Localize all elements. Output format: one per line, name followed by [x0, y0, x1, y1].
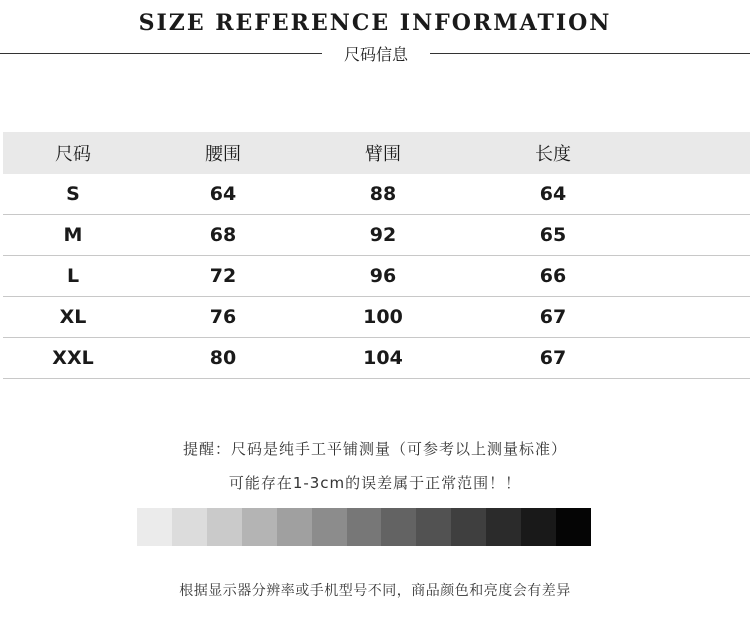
- table-row: [3, 215, 750, 256]
- divider-line-right: [430, 53, 750, 54]
- divider-line-left: [0, 53, 322, 54]
- gray-swatch: [451, 508, 486, 546]
- cell-size: L: [66, 265, 80, 287]
- gray-swatch: [381, 508, 416, 546]
- header-size: 尺码: [55, 144, 91, 165]
- page-subtitle: 尺码信息: [343, 45, 408, 64]
- cell-length: 66: [539, 265, 567, 287]
- gray-swatch: [347, 508, 382, 546]
- page-title: SIZE REFERENCE INFORMATION: [138, 10, 612, 36]
- gray-swatch: [242, 508, 277, 546]
- gray-swatch: [172, 508, 207, 546]
- table-row: [3, 256, 750, 297]
- cell-arm: 88: [369, 183, 397, 205]
- gray-swatch: [207, 508, 242, 546]
- cell-length: 64: [539, 183, 567, 205]
- size-table: [3, 132, 750, 379]
- grayscale-color-bar: [137, 508, 591, 546]
- measurement-note: 提醒：尺码是纯手工平铺测量（可参考以上测量标准）: [182, 440, 567, 458]
- cell-arm: 96: [369, 265, 397, 287]
- gray-swatch: [137, 508, 172, 546]
- cell-length: 65: [539, 224, 567, 246]
- cell-size: S: [66, 183, 80, 205]
- cell-arm: 104: [363, 347, 403, 369]
- gray-swatch: [486, 508, 521, 546]
- cell-arm: 92: [369, 224, 397, 246]
- gray-swatch: [312, 508, 347, 546]
- gray-swatch: [521, 508, 556, 546]
- gray-swatch: [277, 508, 312, 546]
- cell-size: XXL: [52, 347, 94, 369]
- header-arm: 臂围: [365, 144, 401, 165]
- table-row: [3, 174, 750, 215]
- cell-length: 67: [539, 347, 567, 369]
- cell-waist: 72: [209, 265, 237, 287]
- cell-size: XL: [59, 306, 87, 328]
- title-divider: [0, 40, 750, 66]
- gray-swatch: [556, 508, 591, 546]
- header-length: 长度: [535, 144, 571, 165]
- cell-length: 67: [539, 306, 567, 328]
- cell-waist: 76: [209, 306, 237, 328]
- table-header-row: [3, 132, 750, 174]
- cell-waist: 80: [209, 347, 237, 369]
- gray-swatch: [416, 508, 451, 546]
- cell-waist: 68: [209, 224, 237, 246]
- table-row: [3, 338, 750, 379]
- cell-waist: 64: [209, 183, 237, 205]
- cell-arm: 100: [363, 306, 403, 328]
- cell-size: M: [63, 224, 83, 246]
- table-row: [3, 297, 750, 338]
- tolerance-note: 可能存在1-3cm的误差属于正常范围！！: [228, 474, 522, 492]
- color-disclaimer: 根据显示器分辨率或手机型号不同，商品颜色和亮度会有差异: [179, 583, 571, 599]
- header-waist: 腰围: [205, 144, 241, 165]
